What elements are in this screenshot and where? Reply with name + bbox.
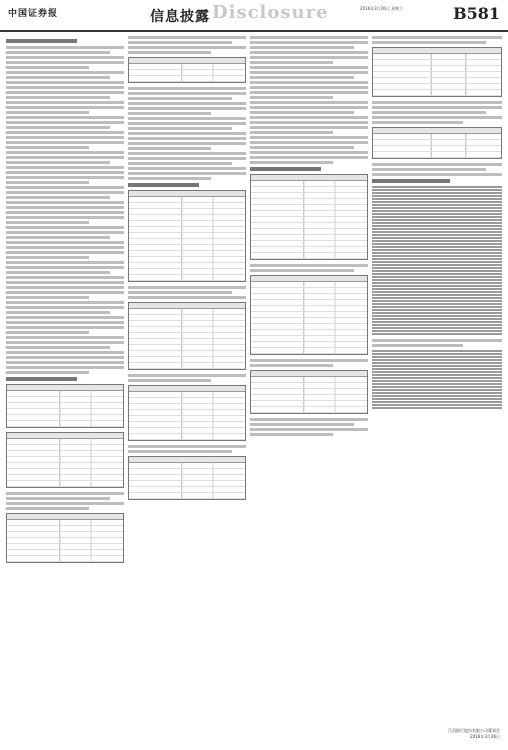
text-line (6, 46, 124, 49)
text-line (372, 168, 486, 171)
text-line (128, 177, 211, 180)
text-line (6, 502, 124, 505)
text-line (6, 296, 89, 299)
signature-date: 2016年3月26日 (470, 734, 500, 739)
text-line (6, 281, 124, 284)
text-line (128, 51, 211, 54)
text-line (372, 121, 463, 124)
text-line (6, 216, 124, 219)
text-line (372, 111, 486, 114)
table-row (251, 348, 367, 354)
text-line (250, 46, 354, 49)
text-line (128, 36, 246, 39)
table-row (251, 253, 367, 259)
financial-table (372, 127, 502, 159)
text-line (250, 101, 368, 104)
text-line (6, 151, 124, 154)
signature-block (448, 728, 500, 740)
text-line (6, 201, 124, 204)
text-line (372, 116, 502, 119)
text-line (128, 152, 246, 155)
section-heading (372, 179, 450, 183)
text-line (6, 101, 124, 104)
company-signature: 江西银行股份有限公司董事会 (448, 728, 500, 733)
text-line (250, 136, 368, 139)
text-line (6, 326, 124, 329)
text-line (6, 166, 124, 169)
text-line (128, 291, 232, 294)
text-line (250, 36, 368, 39)
text-line (128, 379, 211, 382)
text-line (250, 428, 368, 431)
text-line (128, 167, 246, 170)
table-row (129, 76, 245, 82)
text-line (6, 256, 89, 259)
text-line (250, 76, 354, 79)
text-line (6, 301, 124, 304)
text-line (6, 106, 124, 109)
text-line (6, 136, 124, 139)
text-line (128, 286, 246, 289)
table-row (7, 481, 123, 487)
text-line (6, 341, 124, 344)
text-line (128, 374, 246, 377)
text-line (128, 41, 232, 44)
text-line (6, 251, 124, 254)
text-line (250, 364, 333, 367)
text-line (6, 176, 124, 179)
financial-table (128, 190, 246, 282)
text-line (372, 344, 463, 347)
table-row (7, 421, 123, 427)
text-line (6, 286, 124, 289)
text-line (6, 161, 110, 164)
text-line (128, 112, 211, 115)
text-line (250, 126, 368, 129)
text-line (128, 87, 246, 90)
text-line (6, 86, 124, 89)
section-heading (128, 183, 199, 187)
text-line (250, 146, 354, 149)
masthead (0, 0, 508, 32)
section-heading (250, 167, 321, 171)
text-line (6, 271, 110, 274)
text-line (128, 102, 246, 105)
text-line (6, 66, 89, 69)
text-line (6, 206, 124, 209)
text-line (6, 141, 124, 144)
column-3 (250, 36, 368, 742)
section-title: 信息披露 (150, 9, 210, 25)
text-line (6, 346, 110, 349)
text-line (250, 359, 368, 362)
text-line (6, 492, 124, 495)
text-line (250, 433, 333, 436)
text-line (6, 266, 124, 269)
financial-table (250, 174, 368, 260)
column-4 (372, 36, 502, 742)
text-line (372, 163, 502, 166)
text-line (6, 356, 124, 359)
text-line (250, 86, 368, 89)
dateline: 2016年3月26日 星期六 (360, 6, 404, 11)
table-row (251, 407, 367, 413)
text-line (250, 71, 368, 74)
page-number: B581 (453, 4, 500, 23)
text-line (128, 137, 246, 140)
text-line (6, 291, 124, 294)
text-line (6, 186, 124, 189)
text-line (250, 131, 333, 134)
financial-table (128, 385, 246, 441)
financial-table (250, 370, 368, 414)
text-line (6, 306, 124, 309)
text-line (6, 121, 124, 124)
text-line (250, 156, 368, 159)
table-row (373, 152, 501, 158)
text-line (128, 450, 232, 453)
text-line (6, 321, 124, 324)
financial-table (250, 275, 368, 355)
table-row (129, 275, 245, 281)
text-line (6, 336, 124, 339)
text-line (6, 131, 124, 134)
table-row (7, 556, 123, 562)
text-line (128, 97, 232, 100)
text-line (128, 132, 246, 135)
financial-table (6, 432, 124, 488)
text-line (6, 351, 124, 354)
text-line (128, 127, 232, 130)
text-line (6, 231, 124, 234)
table-row (129, 493, 245, 499)
column-1 (6, 36, 124, 742)
text-line (372, 339, 502, 342)
text-line (250, 91, 368, 94)
section-title-en: Disclosure (212, 2, 329, 23)
text-line (6, 191, 124, 194)
financial-table (128, 456, 246, 500)
text-line (6, 171, 124, 174)
text-line (6, 361, 124, 364)
text-line (250, 264, 368, 267)
column-2 (128, 36, 246, 742)
financial-table (6, 384, 124, 428)
text-line (128, 162, 232, 165)
text-line (250, 161, 333, 164)
text-line (250, 269, 354, 272)
newspaper-logo: 中国证券报 (8, 9, 59, 19)
text-line (128, 117, 246, 120)
text-line (250, 116, 368, 119)
text-line (6, 331, 89, 334)
table-row (129, 434, 245, 440)
dense-text-block (372, 350, 502, 410)
text-line (128, 122, 246, 125)
text-line (250, 81, 368, 84)
text-line (372, 36, 502, 39)
dense-text-block (372, 186, 502, 336)
text-line (128, 157, 246, 160)
table-row (129, 363, 245, 369)
text-line (250, 141, 368, 144)
text-line (250, 418, 368, 421)
text-line (128, 147, 211, 150)
financial-table (6, 513, 124, 563)
text-line (6, 91, 124, 94)
text-line (6, 236, 110, 239)
text-line (250, 41, 368, 44)
text-line (6, 111, 89, 114)
text-line (6, 497, 110, 500)
text-line (6, 156, 124, 159)
table-row (373, 90, 501, 96)
text-line (6, 261, 124, 264)
text-line (6, 61, 124, 64)
text-line (6, 507, 89, 510)
text-line (250, 121, 368, 124)
text-line (6, 241, 124, 244)
text-line (6, 371, 89, 374)
text-line (250, 66, 368, 69)
financial-table (128, 302, 246, 370)
text-line (6, 81, 124, 84)
text-line (6, 181, 89, 184)
text-line (250, 51, 368, 54)
text-line (6, 146, 89, 149)
text-line (128, 445, 246, 448)
text-line (250, 96, 333, 99)
text-line (6, 246, 124, 249)
text-line (128, 172, 246, 175)
text-line (372, 106, 502, 109)
text-line (6, 366, 124, 369)
text-line (6, 311, 110, 314)
text-line (6, 71, 124, 74)
text-line (6, 51, 110, 54)
text-line (372, 101, 502, 104)
text-line (6, 226, 124, 229)
text-line (6, 76, 110, 79)
section-heading (6, 377, 77, 381)
text-line (250, 61, 333, 64)
text-line (250, 56, 368, 59)
text-line (128, 296, 246, 299)
text-line (6, 221, 89, 224)
text-line (6, 56, 124, 59)
text-line (128, 92, 246, 95)
text-line (250, 111, 354, 114)
financial-table (128, 57, 246, 83)
text-line (6, 96, 110, 99)
financial-table (372, 47, 502, 97)
text-line (250, 106, 368, 109)
text-line (250, 423, 354, 426)
text-line (6, 276, 124, 279)
text-line (372, 173, 502, 176)
section-heading (6, 39, 77, 43)
text-line (6, 316, 124, 319)
text-line (6, 196, 110, 199)
text-line (128, 46, 246, 49)
text-line (6, 211, 124, 214)
text-line (372, 41, 486, 44)
text-line (6, 116, 124, 119)
text-line (128, 107, 246, 110)
text-line (6, 126, 110, 129)
text-line (250, 151, 368, 154)
text-line (128, 142, 246, 145)
